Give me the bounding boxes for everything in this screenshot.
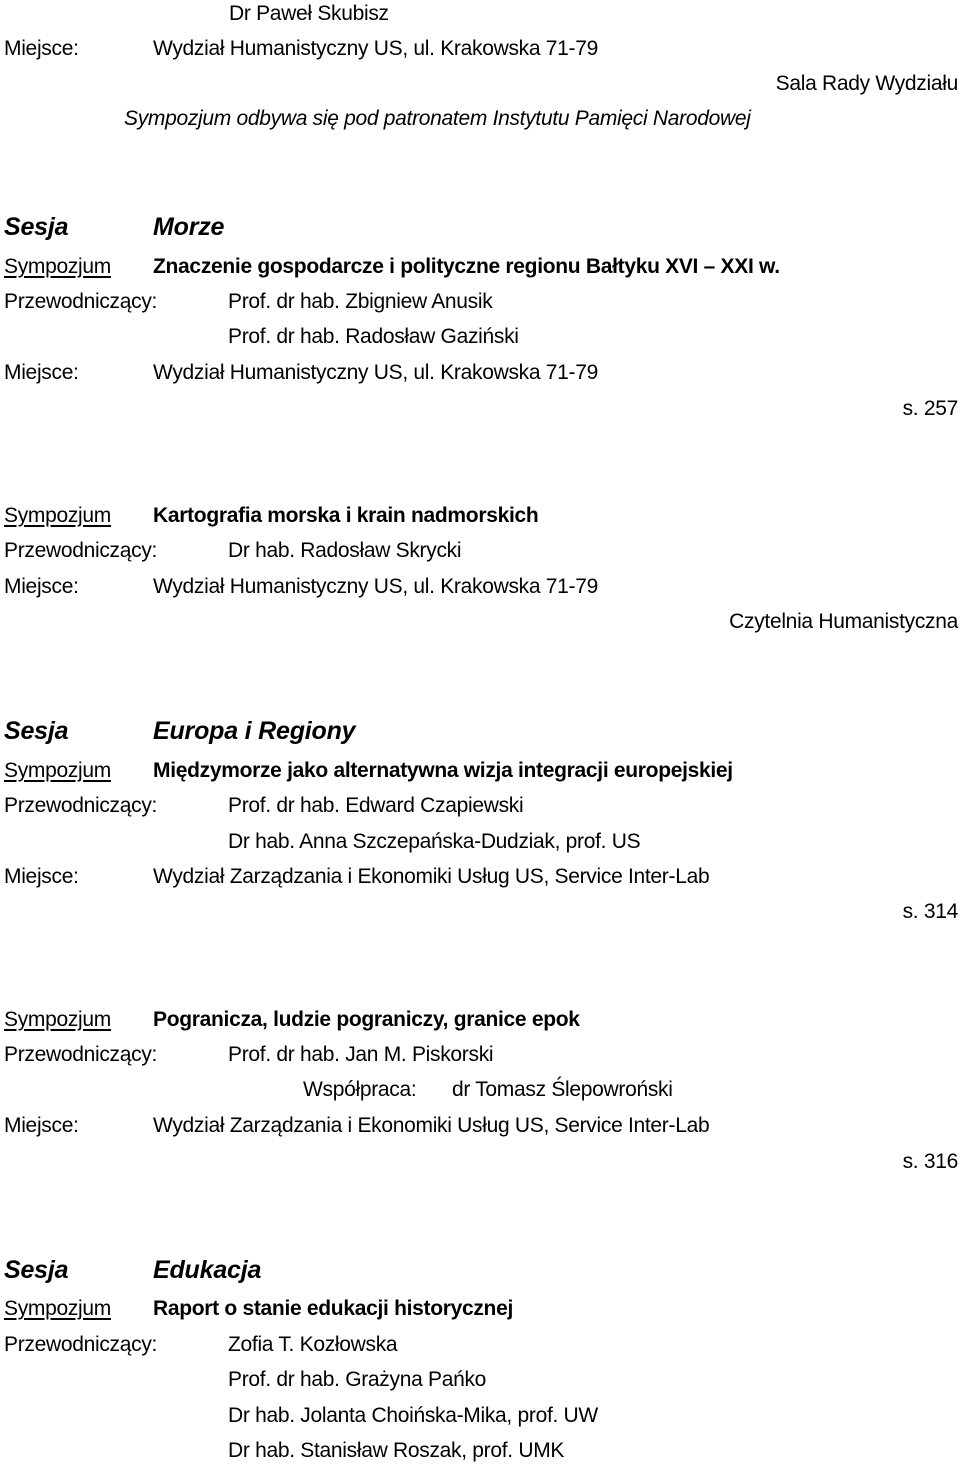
- chair-name: Prof. dr hab. Radosław Gaziński: [228, 325, 519, 348]
- place-value: Wydział Humanistyczny US, ul. Krakowska 71-79: [153, 37, 598, 60]
- place-label: Miejsce:: [4, 865, 79, 888]
- chair-name: Zofia T. Kozłowska: [228, 1333, 398, 1356]
- room-value: Sala Rady Wydziału: [775, 72, 958, 95]
- room-value: Czytelnia Humanistyczna: [729, 610, 958, 633]
- place-label: Miejsce:: [4, 361, 79, 384]
- symposium-label: Sympozjum: [4, 759, 111, 782]
- cooperation-label: Współpraca:: [303, 1078, 417, 1101]
- session-label: Sesja: [4, 1256, 69, 1284]
- cooperation-name: dr Tomasz Ślepowroński: [452, 1078, 673, 1101]
- place-value: Wydział Zarządzania i Ekonomiki Usług US, Service Inter-Lab: [153, 1114, 710, 1137]
- chair-name: Dr hab. Jolanta Choińska-Mika, prof. UW: [228, 1404, 598, 1427]
- chair-name: Prof. dr hab. Edward Czapiewski: [228, 794, 524, 817]
- chair-name: Dr hab. Anna Szczepańska-Dudziak, prof. US: [228, 830, 641, 853]
- patronage-note: Sympozjum odbywa się pod patronatem Instytutu Pamięci Narodowej: [124, 107, 751, 130]
- symposium-label: Sympozjum: [4, 255, 111, 278]
- page-reference: s. 316: [902, 1150, 958, 1173]
- symposium-title: Znaczenie gospodarcze i polityczne regionu Bałtyku XVI – XXI w.: [153, 255, 780, 278]
- place-value: Wydział Humanistyczny US, ul. Krakowska 71-79: [153, 361, 598, 384]
- place-value: Wydział Zarządzania i Ekonomiki Usług US, Service Inter-Lab: [153, 865, 710, 888]
- session-title: Morze: [153, 213, 225, 241]
- session-title: Europa i Regiony: [153, 717, 356, 745]
- chair-label: Przewodniczący:: [4, 290, 158, 313]
- place-value: Wydział Humanistyczny US, ul. Krakowska 71-79: [153, 575, 598, 598]
- chair-name: Prof. dr hab. Grażyna Pańko: [228, 1368, 487, 1391]
- chair-label: Przewodniczący:: [4, 539, 158, 562]
- symposium-title: Kartografia morska i krain nadmorskich: [153, 504, 539, 527]
- chair-name: Prof. dr hab. Zbigniew Anusik: [228, 290, 493, 313]
- chair-label: Przewodniczący:: [4, 794, 158, 817]
- chair-label: Przewodniczący:: [4, 1333, 158, 1356]
- page-reference: s. 314: [902, 900, 958, 923]
- chair-label: Przewodniczący:: [4, 1043, 158, 1066]
- symposium-title: Raport o stanie edukacji historycznej: [153, 1297, 513, 1320]
- place-label: Miejsce:: [4, 1114, 79, 1137]
- symposium-title: Pogranicza, ludzie pograniczy, granice epok: [153, 1008, 580, 1031]
- chair-name: Dr hab. Radosław Skrycki: [228, 539, 462, 562]
- chair-name: Dr Paweł Skubisz: [229, 2, 389, 25]
- symposium-label: Sympozjum: [4, 504, 111, 527]
- session-label: Sesja: [4, 213, 69, 241]
- place-label: Miejsce:: [4, 37, 79, 60]
- page-reference: s. 257: [902, 397, 958, 420]
- symposium-label: Sympozjum: [4, 1297, 111, 1320]
- chair-name: Prof. dr hab. Jan M. Piskorski: [228, 1043, 494, 1066]
- place-label: Miejsce:: [4, 575, 79, 598]
- symposium-title: Międzymorze jako alternatywna wizja integracji europejskiej: [153, 759, 733, 782]
- session-title: Edukacja: [153, 1256, 262, 1284]
- symposium-label: Sympozjum: [4, 1008, 111, 1031]
- chair-name: Dr hab. Stanisław Roszak, prof. UMK: [228, 1439, 565, 1462]
- session-label: Sesja: [4, 717, 69, 745]
